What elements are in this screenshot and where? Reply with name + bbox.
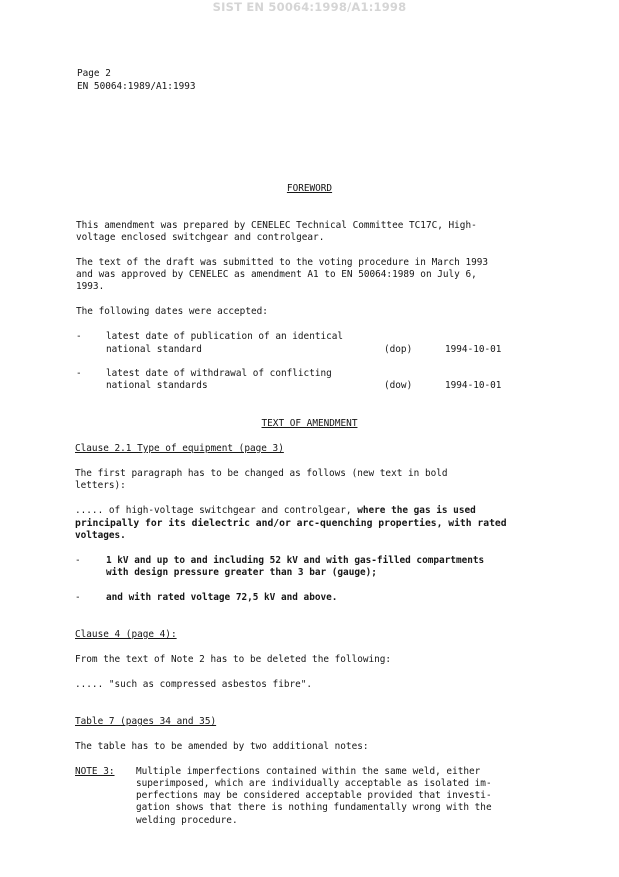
- date-item-label-line-1: latest date of publication of an identical: [106, 331, 344, 342]
- date-item-label-line-1: latest date of withdrawal of conflicting: [106, 368, 332, 379]
- list-item-line-1: and with rated voltage 72,5 kV and above.: [106, 592, 338, 603]
- foreword-paragraph-2-line-1: The text of the draft was submitted to the voting procedure in March 1993: [76, 257, 489, 268]
- note-3-label: NOTE 3:: [75, 766, 115, 777]
- clause-2-1-intro-line-2: letters):: [75, 480, 126, 491]
- foreword-paragraph-1-line-2: voltage enclosed switchgear and controlgear.: [76, 232, 325, 243]
- list-item-line-1: 1 kV and up to and including 52 kV and with gas-filled compartments: [106, 555, 485, 566]
- clause-4-quote: ..... "such as compressed asbestos fibre".: [75, 679, 313, 690]
- clause-4-text: From the text of Note 2 has to be deleted the following:: [75, 654, 392, 665]
- amendment-title: TEXT OF AMENDMENT: [261, 418, 358, 429]
- table-7-text: The table has to be amended by two additional notes:: [75, 741, 369, 752]
- document-reference: EN 50064:1989/A1:1993: [77, 81, 196, 92]
- foreword-paragraph-3: The following dates were accepted:: [76, 306, 268, 317]
- list-dash: -: [76, 331, 82, 342]
- list-item-line-2: with design pressure greater than 3 bar (gauge);: [106, 567, 377, 578]
- foreword-title: FOREWORD: [286, 183, 333, 194]
- clause-2-1-quote-line-3: voltages.: [75, 530, 126, 541]
- clause-2-1-heading: Clause 2.1 Type of equipment (page 3): [75, 443, 284, 454]
- date-item-label-line-2: national standard: [106, 344, 202, 355]
- table-7-heading: Table 7 (pages 34 and 35): [75, 716, 217, 727]
- date-item-date: 1994-10-01: [445, 344, 502, 355]
- note-3-line: perfections may be considered acceptable provided that investi-: [136, 790, 492, 801]
- foreword-paragraph-2-line-3: 1993.: [76, 281, 105, 292]
- date-item-date: 1994-10-01: [445, 380, 502, 391]
- note-3-line: gation shows that there is nothing fundamentally wrong with the: [136, 802, 492, 813]
- note-3-line: superimposed, which are individually acceptable as isolated im-: [136, 778, 492, 789]
- list-dash: -: [76, 368, 82, 379]
- note-3-line: welding procedure.: [136, 815, 238, 826]
- watermark: SIST EN 50064:1998/A1:1998: [212, 0, 407, 14]
- clause-4-heading: Clause 4 (page 4):: [75, 629, 177, 640]
- foreword-paragraph-2-line-2: and was approved by CENELEC as amendment A1 to EN 50064:1989 on July 6,: [76, 269, 477, 280]
- quote-normal-text: ..... of high-voltage switchgear and controlgear,: [75, 505, 358, 516]
- list-dash: -: [75, 592, 81, 603]
- page-number: Page 2: [77, 68, 111, 79]
- list-dash: -: [75, 555, 81, 566]
- note-3-line: Multiple imperfections contained within the same weld, either: [136, 766, 481, 777]
- foreword-paragraph-1-line-1: This amendment was prepared by CENELEC Technical Committee TC17C, High-: [76, 220, 477, 231]
- clause-2-1-intro-line-1: The first paragraph has to be changed as follows (new text in bold: [75, 468, 448, 479]
- clause-2-1-quote-line-1: [75, 505, 476, 516]
- date-item-label-line-2: national standards: [106, 380, 208, 391]
- clause-2-1-quote-line-2: principally for its dielectric and/or arc-quenching properties, with rated: [75, 518, 507, 529]
- quote-bold-text: where the gas is used: [357, 505, 476, 516]
- date-item-abbreviation: (dop): [384, 344, 413, 355]
- date-item-abbreviation: (dow): [384, 380, 413, 391]
